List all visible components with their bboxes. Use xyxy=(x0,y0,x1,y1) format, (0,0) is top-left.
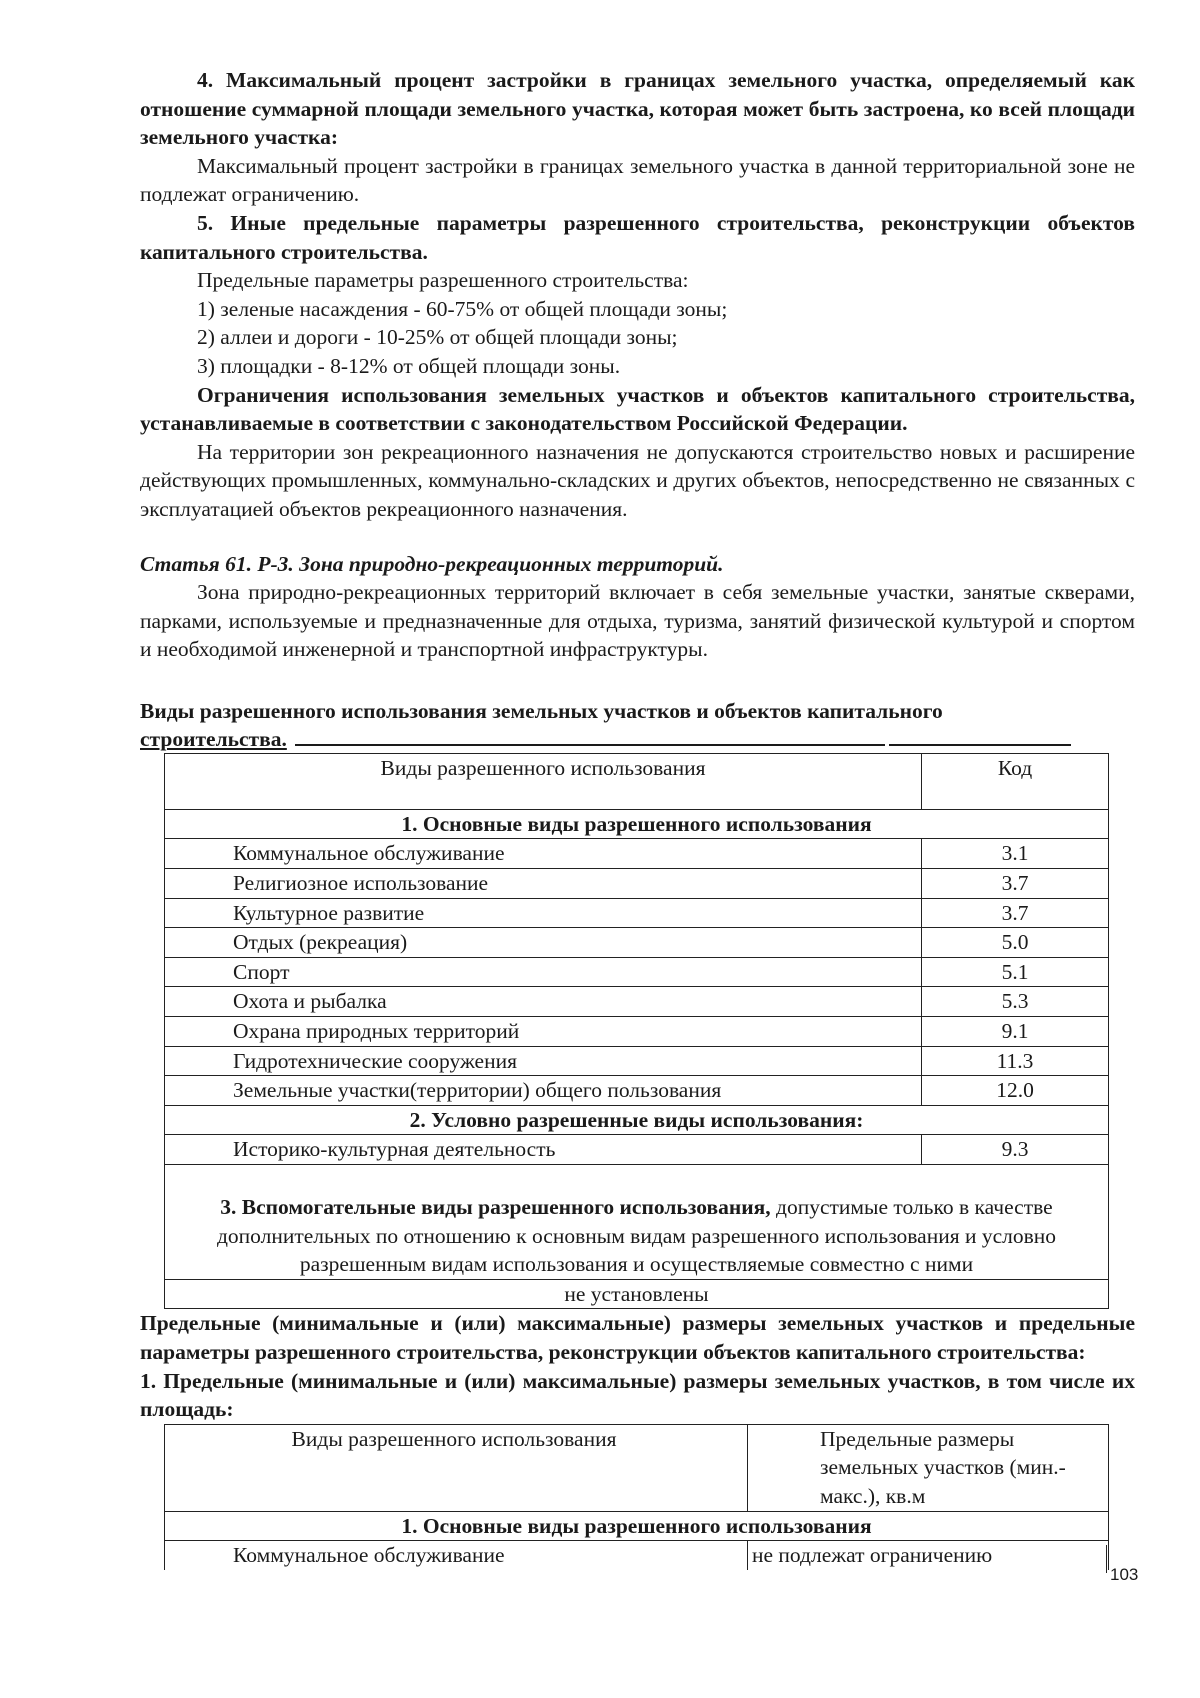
table-row xyxy=(165,928,1109,958)
underline-filler xyxy=(295,726,885,746)
list-item: 1) зеленые насаждения - 60-75% от общей площади зоны; xyxy=(197,296,728,321)
main-uses-title: 1. Основные виды разрешенного использования xyxy=(165,809,1109,839)
table-header-row xyxy=(165,1424,1109,1511)
use-name: Коммунальное обслуживание xyxy=(165,1541,748,1570)
use-code: 3.7 xyxy=(922,869,1109,899)
use-name: Охрана природных территорий xyxy=(165,1017,922,1047)
table-row xyxy=(165,987,1109,1017)
use-name: Религиозное использование xyxy=(165,869,922,899)
use-code: 3.7 xyxy=(922,898,1109,928)
limits-heading: Предельные (минимальные и (или) максимальные) размеры земельных участков и предельные параметры разрешенного строительства, реконструкции объектов капитального строительства: xyxy=(140,1311,1135,1364)
uses-heading-line1: Виды разрешенного использования земельных участков и объектов капитального xyxy=(140,698,943,723)
use-name: Спорт xyxy=(165,957,922,987)
restrictions-text: На территории зон рекреационного назначения не допускаются строительство новых и расширение действующих промышленных, коммунально-складских и других объектов, непосредственно не связанных с эксплуатацией объектов рекреационного назначения. xyxy=(140,439,1135,521)
article-text: Зона природно-рекреационных территорий включает в себя земельные участки, занятые скверами, парками, используемые и предназначенные для отдыха, туризма, занятий физической культурой и спортом и необходимой инженерной и транспортной инфраструктуры. xyxy=(140,580,1135,662)
section-row xyxy=(165,1165,1109,1280)
table-row xyxy=(165,1541,1109,1570)
use-name: Отдых (рекреация) xyxy=(165,928,922,958)
article-title: Статья 61. Р-3. Зона природно-рекреационных территорий. xyxy=(140,551,724,576)
document-page xyxy=(140,66,1135,1570)
table-row xyxy=(165,1017,1109,1047)
section-row xyxy=(165,1105,1109,1135)
conditional-uses-title: 2. Условно разрешенные виды использования: xyxy=(165,1105,1109,1135)
section-4-text: Максимальный процент застройки в границах земельного участка в данной территориальной зоне не подлежат ограничению. xyxy=(140,153,1135,207)
use-code: 3.1 xyxy=(922,839,1109,869)
auxiliary-uses-value: не установлены xyxy=(165,1279,1109,1309)
underline-filler xyxy=(889,726,1071,746)
table-row xyxy=(165,1076,1109,1106)
section-4-heading: 4. Максимальный процент застройки в границах земельного участка, определяемый как отношение суммарной площади земельного участка, которая может быть застроена, ко всей площади земельного участка: xyxy=(140,68,1135,150)
page-number: 103 xyxy=(1110,1565,1139,1584)
limits-subheading: 1. Предельные (минимальные и (или) максимальные) размеры земельных участков, в том числе их площадь: xyxy=(140,1368,1135,1422)
uses-heading xyxy=(140,697,1135,753)
use-name: Историко-культурная деятельность xyxy=(165,1135,922,1165)
table-header-row xyxy=(165,753,1109,809)
table-row xyxy=(165,957,1109,987)
uses-heading-line2: строительства. xyxy=(140,726,287,751)
auxiliary-uses-title: 3. Вспомогательные виды разрешенного использования, xyxy=(220,1195,771,1219)
col-header-code: Код xyxy=(922,753,1109,809)
table-row xyxy=(165,1135,1109,1165)
limits-table xyxy=(164,1424,1109,1570)
table-row xyxy=(165,1046,1109,1076)
use-code: 9.3 xyxy=(922,1135,1109,1165)
section-5-intro: Предельные параметры разрешенного строительства: xyxy=(197,268,689,293)
table-row xyxy=(165,1279,1109,1309)
auxiliary-uses-cell xyxy=(165,1165,1109,1280)
section-5-heading: 5. Иные предельные параметры разрешенного строительства, реконструкции объектов капитального строительства. xyxy=(140,210,1135,264)
use-code: 5.0 xyxy=(922,928,1109,958)
use-size: не подлежат ограничению xyxy=(748,1541,1109,1570)
use-code: 11.3 xyxy=(922,1046,1109,1076)
table-row xyxy=(165,839,1109,869)
restrictions-heading: Ограничения использования земельных участков и объектов капитального строительства, устанавливаемые в соответствии с законодательством Российской Федерации. xyxy=(140,382,1135,436)
use-name: Коммунальное обслуживание xyxy=(165,839,922,869)
use-name: Культурное развитие xyxy=(165,898,922,928)
use-code: 5.3 xyxy=(922,987,1109,1017)
list-item: 2) аллеи и дороги - 10-25% от общей площади зоны; xyxy=(197,325,678,350)
use-name: Охота и рыбалка xyxy=(165,987,922,1017)
table-row xyxy=(165,898,1109,928)
uses-table xyxy=(164,753,1109,1310)
section-row xyxy=(165,1511,1109,1541)
col-header-size: Предельные размеры земельных участков (мин.-макс.), кв.м xyxy=(748,1424,1109,1511)
col-header-name: Виды разрешенного использования xyxy=(165,753,922,809)
auxiliary-uses-description: допустимые только в качестве дополнительных по отношению к основным видам разрешенного использования и условно разрешенным видам использования и осуществляемые совместно с ними xyxy=(216,1195,1057,1277)
use-name: Гидротехнические сооружения xyxy=(165,1046,922,1076)
table-row xyxy=(165,869,1109,899)
section-row xyxy=(165,809,1109,839)
use-code: 5.1 xyxy=(922,957,1109,987)
list-item: 3) площадки - 8-12% от общей площади зоны. xyxy=(197,353,621,378)
use-code: 12.0 xyxy=(922,1076,1109,1106)
use-code: 9.1 xyxy=(922,1017,1109,1047)
col-header-name: Виды разрешенного использования xyxy=(165,1424,748,1511)
main-uses-title: 1. Основные виды разрешенного использования xyxy=(165,1511,1109,1541)
use-name: Земельные участки(территории) общего пользования xyxy=(165,1076,922,1106)
page-number-divider xyxy=(1106,1545,1107,1573)
